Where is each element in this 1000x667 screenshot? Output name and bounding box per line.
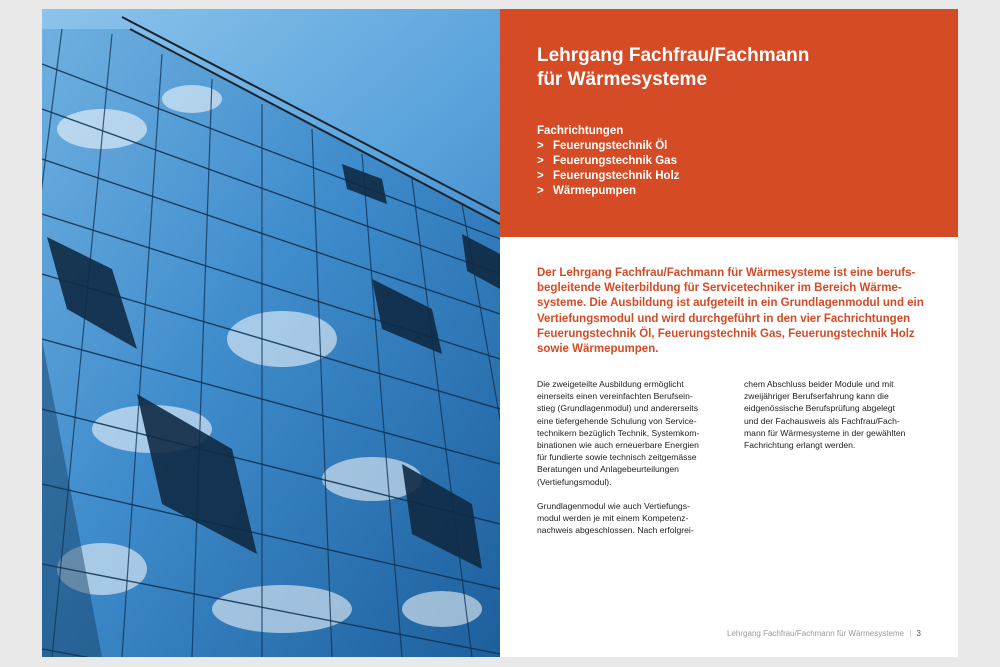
title-line: für Wärmesysteme <box>537 69 708 90</box>
text-line: Grundlagenmodul wie auch Vertiefungs- <box>537 501 690 512</box>
right-page <box>500 9 958 657</box>
body-column-2 <box>744 378 929 451</box>
text-line: für fundierte sowie technisch zeitgemässe <box>537 452 697 463</box>
text-line: und der Fachausweis als Fachfrau/Fach- <box>744 415 900 426</box>
text-line: Beratungen und Anlagebeurteilungen <box>537 464 679 475</box>
list-item <box>537 154 680 169</box>
text-line: modul werden je mit einem Kompetenz- <box>537 513 689 524</box>
lead-line: Der Lehrgang Fachfrau/Fachmann für Wärmesysteme ist eine berufs- <box>537 267 916 279</box>
lead-paragraph <box>537 266 932 357</box>
chevron-right-icon: > <box>537 155 544 167</box>
text-line: Die zweigeteilte Ausbildung ermöglicht <box>537 379 684 389</box>
text-line: zweijähriger Berufserfahrung kann die <box>744 391 889 402</box>
list-item-label: Feuerungstechnik Holz <box>553 170 680 182</box>
page-title <box>537 44 809 92</box>
fachrichtungen-block <box>537 124 680 199</box>
brochure-spread <box>42 9 958 657</box>
page-footer <box>727 629 921 638</box>
lead-line: Feuerungstechnik Öl, Feuerungstechnik Gas, Feuerungstechnik Holz <box>537 327 915 340</box>
list-item <box>537 184 680 199</box>
body-column-1 <box>537 378 722 537</box>
paragraph-gap <box>537 488 722 500</box>
text-line: einerseits einen vereinfachten Berufsein- <box>537 391 693 402</box>
fachrichtungen-heading: Fachrichtungen <box>537 125 624 137</box>
list-item-label: Feuerungstechnik Öl <box>553 140 668 152</box>
page-number: 3 <box>916 629 921 638</box>
lead-line: begleitende Weiterbildung für Servicetechniker im Bereich Wärme- <box>537 282 902 295</box>
text-line: binationen wie auch erneuerbare Energien <box>537 440 699 451</box>
title-panel <box>500 9 958 237</box>
glass-facade-photo <box>42 9 500 657</box>
list-item <box>537 169 680 184</box>
chevron-right-icon: > <box>537 170 544 182</box>
text-line: eine tiefergehende Schulung von Service- <box>537 415 697 426</box>
fachrichtungen-list <box>537 139 680 199</box>
text-line: chem Abschluss beider Module und mit <box>744 379 894 389</box>
text-line: mann für Wärmesysteme in der gewählten <box>744 427 906 438</box>
list-item-label: Feuerungstechnik Gas <box>553 155 677 167</box>
running-title: Lehrgang Fachfrau/Fachmann für Wärmesysteme <box>727 629 904 638</box>
text-line: eidgenössische Berufsprüfung abgelegt <box>744 403 895 414</box>
chevron-right-icon: > <box>537 140 544 152</box>
list-item-label: Wärmepumpen <box>553 185 637 197</box>
list-item <box>537 139 680 154</box>
lead-line: sowie Wärmepumpen. <box>537 343 659 356</box>
lead-line: Vertiefungsmodul und wird durchgeführt in den vier Fachrichtungen <box>537 312 911 325</box>
text-line: technikern bezüglich Technik, Systemkom- <box>537 427 700 438</box>
lead-line: systeme. Die Ausbildung ist aufgeteilt in ein Grundlagenmodul und ein <box>537 297 924 310</box>
title-line: Lehrgang Fachfrau/Fachmann <box>537 45 810 66</box>
footer-separator: | <box>909 629 912 638</box>
text-line: (Vertiefungsmodul). <box>537 476 612 487</box>
text-line: Fachrichtung erlangt werden. <box>744 440 856 451</box>
text-line: nachweis abgeschlossen. Nach erfolgrei- <box>537 525 694 536</box>
text-line: stieg (Grundlagenmodul) und andererseits <box>537 403 698 414</box>
chevron-right-icon: > <box>537 185 544 197</box>
